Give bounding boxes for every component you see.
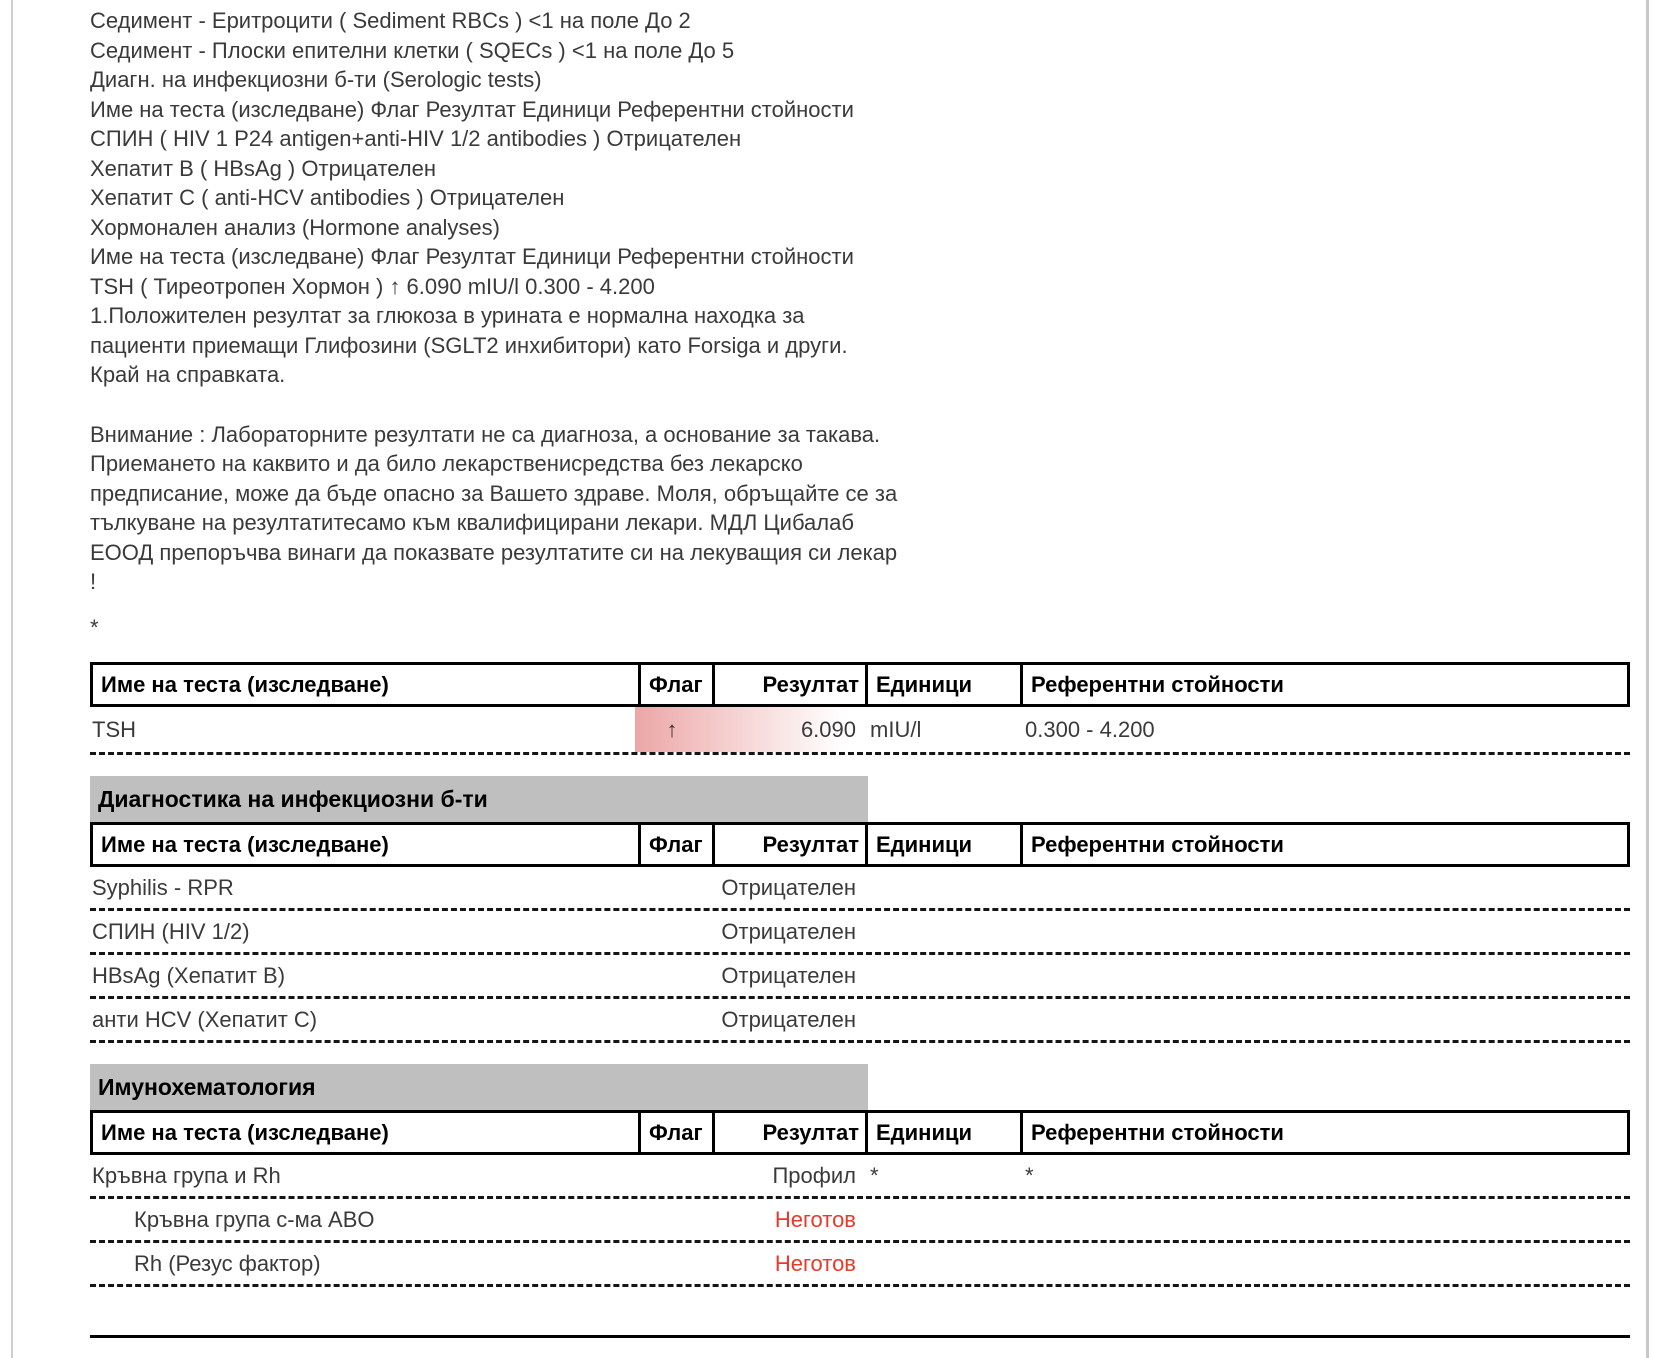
test-flag: [635, 955, 709, 996]
report-text-line: Хормонален анализ (Hormone analyses): [90, 214, 500, 240]
report-text-line: 1.Положителен резултат за глюкоза в урината е нормална находка за: [90, 303, 805, 328]
test-result: Отрицателен: [721, 1006, 856, 1032]
warning-text-line: тълкуване на резултатитесамо към квалифицирани лекари. МДЛ Цибалаб: [90, 510, 854, 535]
test-result: Неготов: [774, 1206, 856, 1232]
test-units: [862, 999, 1017, 1040]
tsh-test-name: TSH: [92, 716, 136, 742]
report-text-line: Хепатит B ( HBsAg ) Отрицателен: [90, 155, 436, 181]
header-test-name: Име на теста (изследване): [101, 831, 389, 857]
test-reference: [1017, 911, 1630, 952]
report-text-line: Диагн. на инфекциозни б-ти (Serologic tests): [90, 67, 542, 92]
test-result: Отрицателен: [721, 962, 856, 988]
warning-text-line: Приемането на каквито и да било лекарственисредства без лекарско: [90, 451, 803, 476]
page-right-border: [1646, 0, 1649, 1358]
tsh-results-table: [90, 662, 1630, 755]
test-reference: [1017, 867, 1630, 908]
warning-text-line: предписание, може да бъде опасно за Вашето здраве. Моля, обръщайте се за: [90, 480, 898, 506]
test-result: Неготов: [774, 1250, 856, 1276]
header-reference: Референтни стойности: [1020, 665, 1627, 704]
report-text-line: Име на теста (изследване) Флаг Резултат Единици Референтни стойности: [90, 244, 854, 269]
warning-text-line: Внимание : Лабораторните резултати не са диагноза, а основание за такава.: [90, 421, 881, 447]
warning-block: [90, 420, 1630, 597]
header-result: Резултат: [712, 825, 865, 864]
header-units: Единици: [865, 1113, 1020, 1152]
bottom-divider: [90, 1335, 1630, 1338]
test-result: Отрицателен: [721, 874, 856, 900]
table-header-row: [90, 1110, 1630, 1155]
report-text-line: Край на справката.: [90, 362, 286, 387]
header-reference: Референтни стойности: [1020, 1113, 1627, 1152]
report-text-line: пациенти приемащи Глифозини (SGLT2 инхибитори) като Forsiga и други.: [90, 332, 848, 358]
test-result-row: [90, 1199, 1630, 1243]
test-result-row: [90, 911, 1630, 955]
warning-text-line: ЕООД препоръчва винаги да показвате резултатите си на лекуващия си лекар: [90, 539, 898, 565]
infectious-rows: [90, 867, 1630, 1043]
section-title-infectious: Диагностика на инфекциозни б-ти: [90, 776, 868, 822]
header-reference: Референтни стойности: [1020, 825, 1627, 864]
test-flag: [635, 1243, 709, 1284]
report-text-block: [90, 6, 1630, 390]
test-reference: [1017, 1243, 1630, 1284]
report-text-line: Седимент - Плоски епителни клетки ( SQECs ) <1 на поле До 5: [90, 37, 735, 63]
header-test-name: Име на теста (изследване): [101, 671, 389, 697]
test-name: Кръвна група с-ма ABO: [134, 1206, 375, 1232]
header-result: Резултат: [712, 1113, 865, 1152]
report-text-line: СПИН ( HIV 1 P24 antigen+anti-HIV 1/2 antibodies ) Отрицателен: [90, 126, 742, 151]
test-flag: [635, 867, 709, 908]
test-name: анти HCV (Хепатит C): [92, 1006, 318, 1032]
table-header-row: [90, 662, 1630, 707]
header-flag: Флаг: [638, 665, 712, 704]
test-name: Syphilis - RPR: [92, 874, 234, 900]
test-flag: [635, 911, 709, 952]
report-text-line: Хепатит C ( anti-HCV antibodies ) Отрицателен: [90, 185, 565, 210]
tsh-result-value: 6.090: [800, 716, 856, 742]
test-units: [862, 955, 1017, 996]
infectious-table: [90, 822, 1630, 1043]
report-text-line: TSH ( Тиреотропен Хормон ) ↑ 6.090 mIU/l 0.300 - 4.200: [90, 273, 655, 299]
test-result-row: [90, 867, 1630, 911]
immunohematology-table: [90, 1110, 1630, 1287]
header-result: Резултат: [712, 665, 865, 704]
test-name: HBsAg (Хепатит B): [92, 962, 286, 988]
warning-text-line: !: [90, 569, 97, 594]
test-name: СПИН (HIV 1/2): [92, 918, 250, 944]
test-result-row: [90, 955, 1630, 999]
test-result: Отрицателен: [721, 918, 856, 944]
report-text-line: Седимент - Еритроцити ( Sediment RBCs ) <1 на поле До 2: [90, 8, 691, 33]
table-header-row: [90, 822, 1630, 867]
test-flag: [635, 1155, 709, 1196]
report-text-line: Име на теста (изследване) Флаг Резултат Единици Референтни стойности: [90, 96, 854, 122]
immunohematology-rows: [90, 1155, 1630, 1287]
footnote-star: *: [90, 614, 99, 640]
test-result-row: [90, 1155, 1630, 1199]
section-title-immunohematology: Имунохематология: [90, 1064, 868, 1110]
test-units: [862, 1199, 1017, 1240]
test-result-row: [90, 1243, 1630, 1287]
lab-report-page: [90, 6, 1630, 1338]
header-units: Единици: [865, 665, 1020, 704]
test-units: [862, 1243, 1017, 1284]
test-result: Профил: [772, 1162, 856, 1188]
test-result-row: [90, 999, 1630, 1043]
header-flag: Флаг: [638, 825, 712, 864]
test-units: *: [870, 1162, 879, 1188]
tsh-reference-range: 0.300 - 4.200: [1025, 716, 1155, 742]
tsh-units: mIU/l: [870, 716, 922, 742]
test-units: [862, 867, 1017, 908]
test-name: Кръвна група и Rh: [92, 1162, 281, 1188]
test-flag: [635, 999, 709, 1040]
page-left-border: [11, 0, 13, 1358]
test-name: Rh (Резус фактор): [134, 1250, 321, 1276]
header-flag: Флаг: [638, 1113, 712, 1152]
header-test-name: Име на теста (изследване): [101, 1119, 389, 1145]
flag-up-arrow-icon: ↑: [666, 716, 678, 742]
test-reference: *: [1025, 1162, 1034, 1188]
test-units: [862, 911, 1017, 952]
test-reference: [1017, 999, 1630, 1040]
test-reference: [1017, 955, 1630, 996]
test-reference: [1017, 1199, 1630, 1240]
abnormal-highlight-band: [635, 707, 862, 752]
test-flag: [635, 1199, 709, 1240]
tsh-result-row: [90, 707, 1630, 755]
header-units: Единици: [865, 825, 1020, 864]
